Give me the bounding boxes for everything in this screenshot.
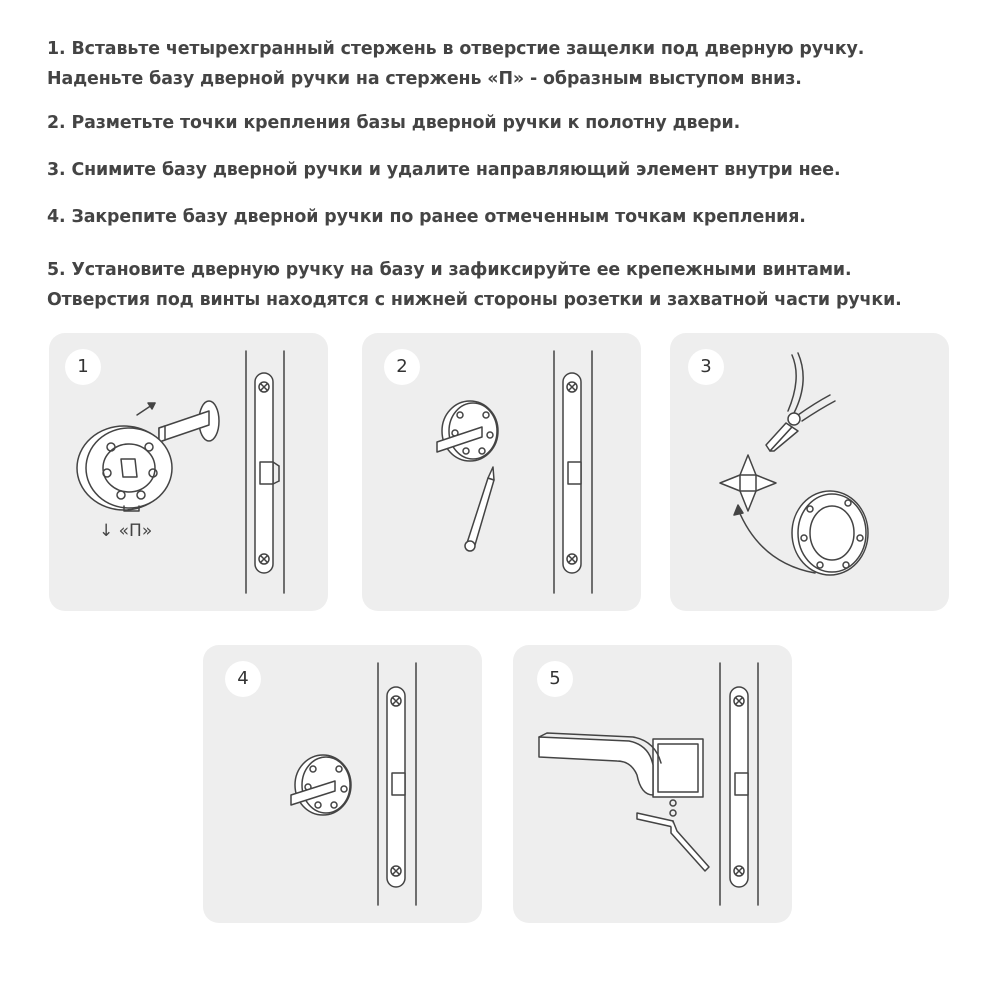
step-number-badge: 2 [384,349,420,385]
pencil-icon [465,467,494,551]
mounted-rosette [291,755,351,815]
step-1-illustration [49,333,328,611]
step-number-badge: 3 [688,349,724,385]
door-handle [539,733,703,797]
door-latch-plate [246,351,284,593]
step-number-badge: 4 [225,661,261,697]
guide-element [720,455,776,511]
door-latch-plate [554,351,592,593]
step-3-illustration [670,333,949,611]
door-latch-plate [378,663,416,905]
p-shape-label: ↓ «П» [99,521,153,541]
step-number-badge: 1 [65,349,101,385]
panel-step-5 [513,645,792,923]
insert-arrow [137,403,155,415]
pliers-icon [766,353,835,451]
panel-step-1 [49,333,328,611]
step-4-text: 4. Закрепите базу дверной ручки по ранее отмеченным точкам крепления. [47,207,806,227]
step-4-illustration [203,645,482,923]
step-5-illustration [513,645,792,923]
step-2-text: 2. Разметьте точки крепления базы дверной ручки к полотну двери. [47,113,741,133]
step-2-illustration [362,333,641,611]
rosette-base [792,491,868,575]
step-number-badge: 5 [537,661,573,697]
hex-key-icon [637,800,709,871]
step-3-text: 3. Снимите базу дверной ручки и удалите направляющий элемент внутри нее. [47,160,841,180]
door-latch-plate [720,663,758,905]
panel-step-4 [203,645,482,923]
panel-step-3 [670,333,949,611]
panel-step-2 [362,333,641,611]
rosette-base [77,426,172,511]
step-1-text: 1. Вставьте четырехгранный стержень в отверстие защелки под дверную ручку. Наденьте базу дверной ручки на стержень «П» - образным выступом вниз. [47,39,865,89]
step-5-text: 5. Установите дверную ручку на базу и зафиксируйте ее крепежными винтами. Отверстия под винты находятся с нижней стороны розетки и захватной части ручки. [47,260,902,310]
spindle-rod [159,401,219,442]
rosette-on-spindle [437,401,498,461]
